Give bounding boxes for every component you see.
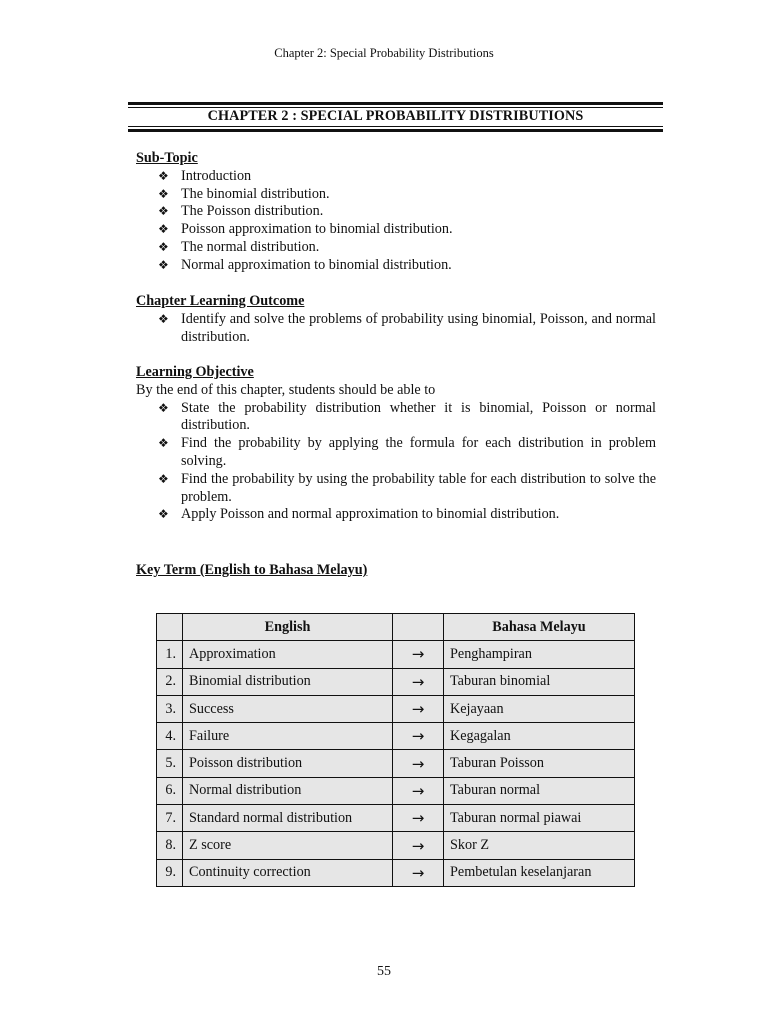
chapter-title: CHAPTER 2 : SPECIAL PROBABILITY DISTRIBUTIONS	[207, 108, 584, 124]
english-term: Approximation	[183, 641, 393, 668]
title-rule-bottom-thick	[128, 129, 663, 132]
list-item: ❖ Poisson approximation to binomial distribution.	[158, 221, 453, 238]
row-number: 3.	[157, 695, 183, 722]
bullet-icon: ❖	[158, 168, 169, 183]
row-number: 4.	[157, 723, 183, 750]
list-item: ❖ Apply Poisson and normal approximation to binomial distribution.	[158, 506, 560, 523]
right-arrow-icon: →	[393, 668, 444, 695]
objective-section	[136, 364, 656, 524]
running-header: Chapter 2: Special Probability Distributions	[274, 46, 494, 60]
list-item: ❖ Introduction	[158, 167, 252, 184]
table-header-row	[157, 614, 635, 641]
malay-term: Kegagalan	[444, 723, 635, 750]
row-number: 2.	[157, 668, 183, 695]
right-arrow-icon: →	[393, 805, 444, 832]
bullet-icon: ❖	[158, 311, 169, 326]
subtopic-heading: Sub-Topic	[136, 150, 198, 166]
english-term: Poisson distribution	[183, 750, 393, 777]
right-arrow-icon: →	[393, 750, 444, 777]
objective-heading: Learning Objective	[136, 364, 254, 380]
bullet-icon: ❖	[158, 436, 169, 451]
list-item: ❖ State the probability distribution whether it is binomial, Poisson or normal distribution.	[158, 399, 656, 434]
right-arrow-icon: →	[393, 859, 444, 886]
list-item: ❖ The normal distribution.	[158, 238, 320, 255]
bullet-icon: ❖	[158, 257, 169, 272]
objective-intro: By the end of this chapter, students should be able to	[136, 381, 436, 398]
english-term: Z score	[183, 832, 393, 859]
list-item: ❖ Find the probability by applying the formula for each distribution in problem solving.	[158, 435, 656, 469]
row-number: 5.	[157, 750, 183, 777]
english-term: Normal distribution	[183, 777, 393, 804]
list-item: ❖ The Poisson distribution.	[158, 203, 324, 220]
list-item: ❖ The binomial distribution.	[158, 185, 330, 202]
table-row	[157, 695, 635, 722]
key-term-table	[156, 613, 635, 887]
right-arrow-icon: →	[393, 832, 444, 859]
bullet-icon: ❖	[158, 239, 169, 254]
outcome-section	[136, 293, 656, 346]
table-row	[157, 832, 635, 859]
row-number: 1.	[157, 641, 183, 668]
malay-term: Skor Z	[444, 832, 635, 859]
subtopic-section	[136, 150, 656, 275]
row-number: 7.	[157, 805, 183, 832]
right-arrow-icon: →	[393, 695, 444, 722]
title-rule-bottom-thin	[128, 126, 663, 127]
english-term: Success	[183, 695, 393, 722]
outcome-list	[136, 311, 656, 347]
bullet-icon: ❖	[158, 400, 169, 415]
malay-term: Pembetulan keselanjaran	[444, 859, 635, 886]
right-arrow-icon: →	[393, 641, 444, 668]
bullet-icon: ❖	[158, 222, 169, 237]
right-arrow-icon: →	[393, 777, 444, 804]
right-arrow-icon: →	[393, 723, 444, 750]
header-num-cell	[157, 614, 183, 641]
malay-term: Taburan Poisson	[444, 750, 635, 777]
malay-term: Taburan normal	[444, 777, 635, 804]
row-number: 8.	[157, 832, 183, 859]
title-rule-top-thick	[128, 102, 663, 105]
table-row	[157, 805, 635, 832]
subtopic-list	[136, 168, 656, 275]
table-row	[157, 859, 635, 886]
malay-term: Kejayaan	[444, 695, 635, 722]
english-term: Standard normal distribution	[183, 805, 393, 832]
table-row	[157, 668, 635, 695]
page-number: 55	[377, 964, 391, 979]
row-number: 6.	[157, 777, 183, 804]
table-row	[157, 723, 635, 750]
objective-list	[136, 400, 656, 525]
table-row	[157, 641, 635, 668]
header-english: English	[183, 614, 393, 641]
malay-term: Penghampiran	[444, 641, 635, 668]
english-term: Failure	[183, 723, 393, 750]
malay-term: Taburan normal piawai	[444, 805, 635, 832]
header-malay: Bahasa Melayu	[444, 614, 635, 641]
bullet-icon: ❖	[158, 186, 169, 201]
english-term: Continuity correction	[183, 859, 393, 886]
bullet-icon: ❖	[158, 471, 169, 486]
header-arrow-cell	[393, 614, 444, 641]
row-number: 9.	[157, 859, 183, 886]
list-item: ❖ Find the probability by using the probability table for each distribution to solve the problem.	[158, 470, 656, 505]
table-row	[157, 777, 635, 804]
bullet-icon: ❖	[158, 507, 169, 522]
table-row	[157, 750, 635, 777]
outcome-heading: Chapter Learning Outcome	[136, 293, 305, 309]
english-term: Binomial distribution	[183, 668, 393, 695]
list-item: ❖ Identify and solve the problems of probability using binomial, Poisson, and normal distribution.	[158, 310, 656, 345]
bullet-icon: ❖	[158, 204, 169, 219]
key-term-heading: Key Term (English to Bahasa Melayu)	[136, 562, 368, 578]
malay-term: Taburan binomial	[444, 668, 635, 695]
list-item: ❖ Normal approximation to binomial distribution.	[158, 256, 452, 273]
